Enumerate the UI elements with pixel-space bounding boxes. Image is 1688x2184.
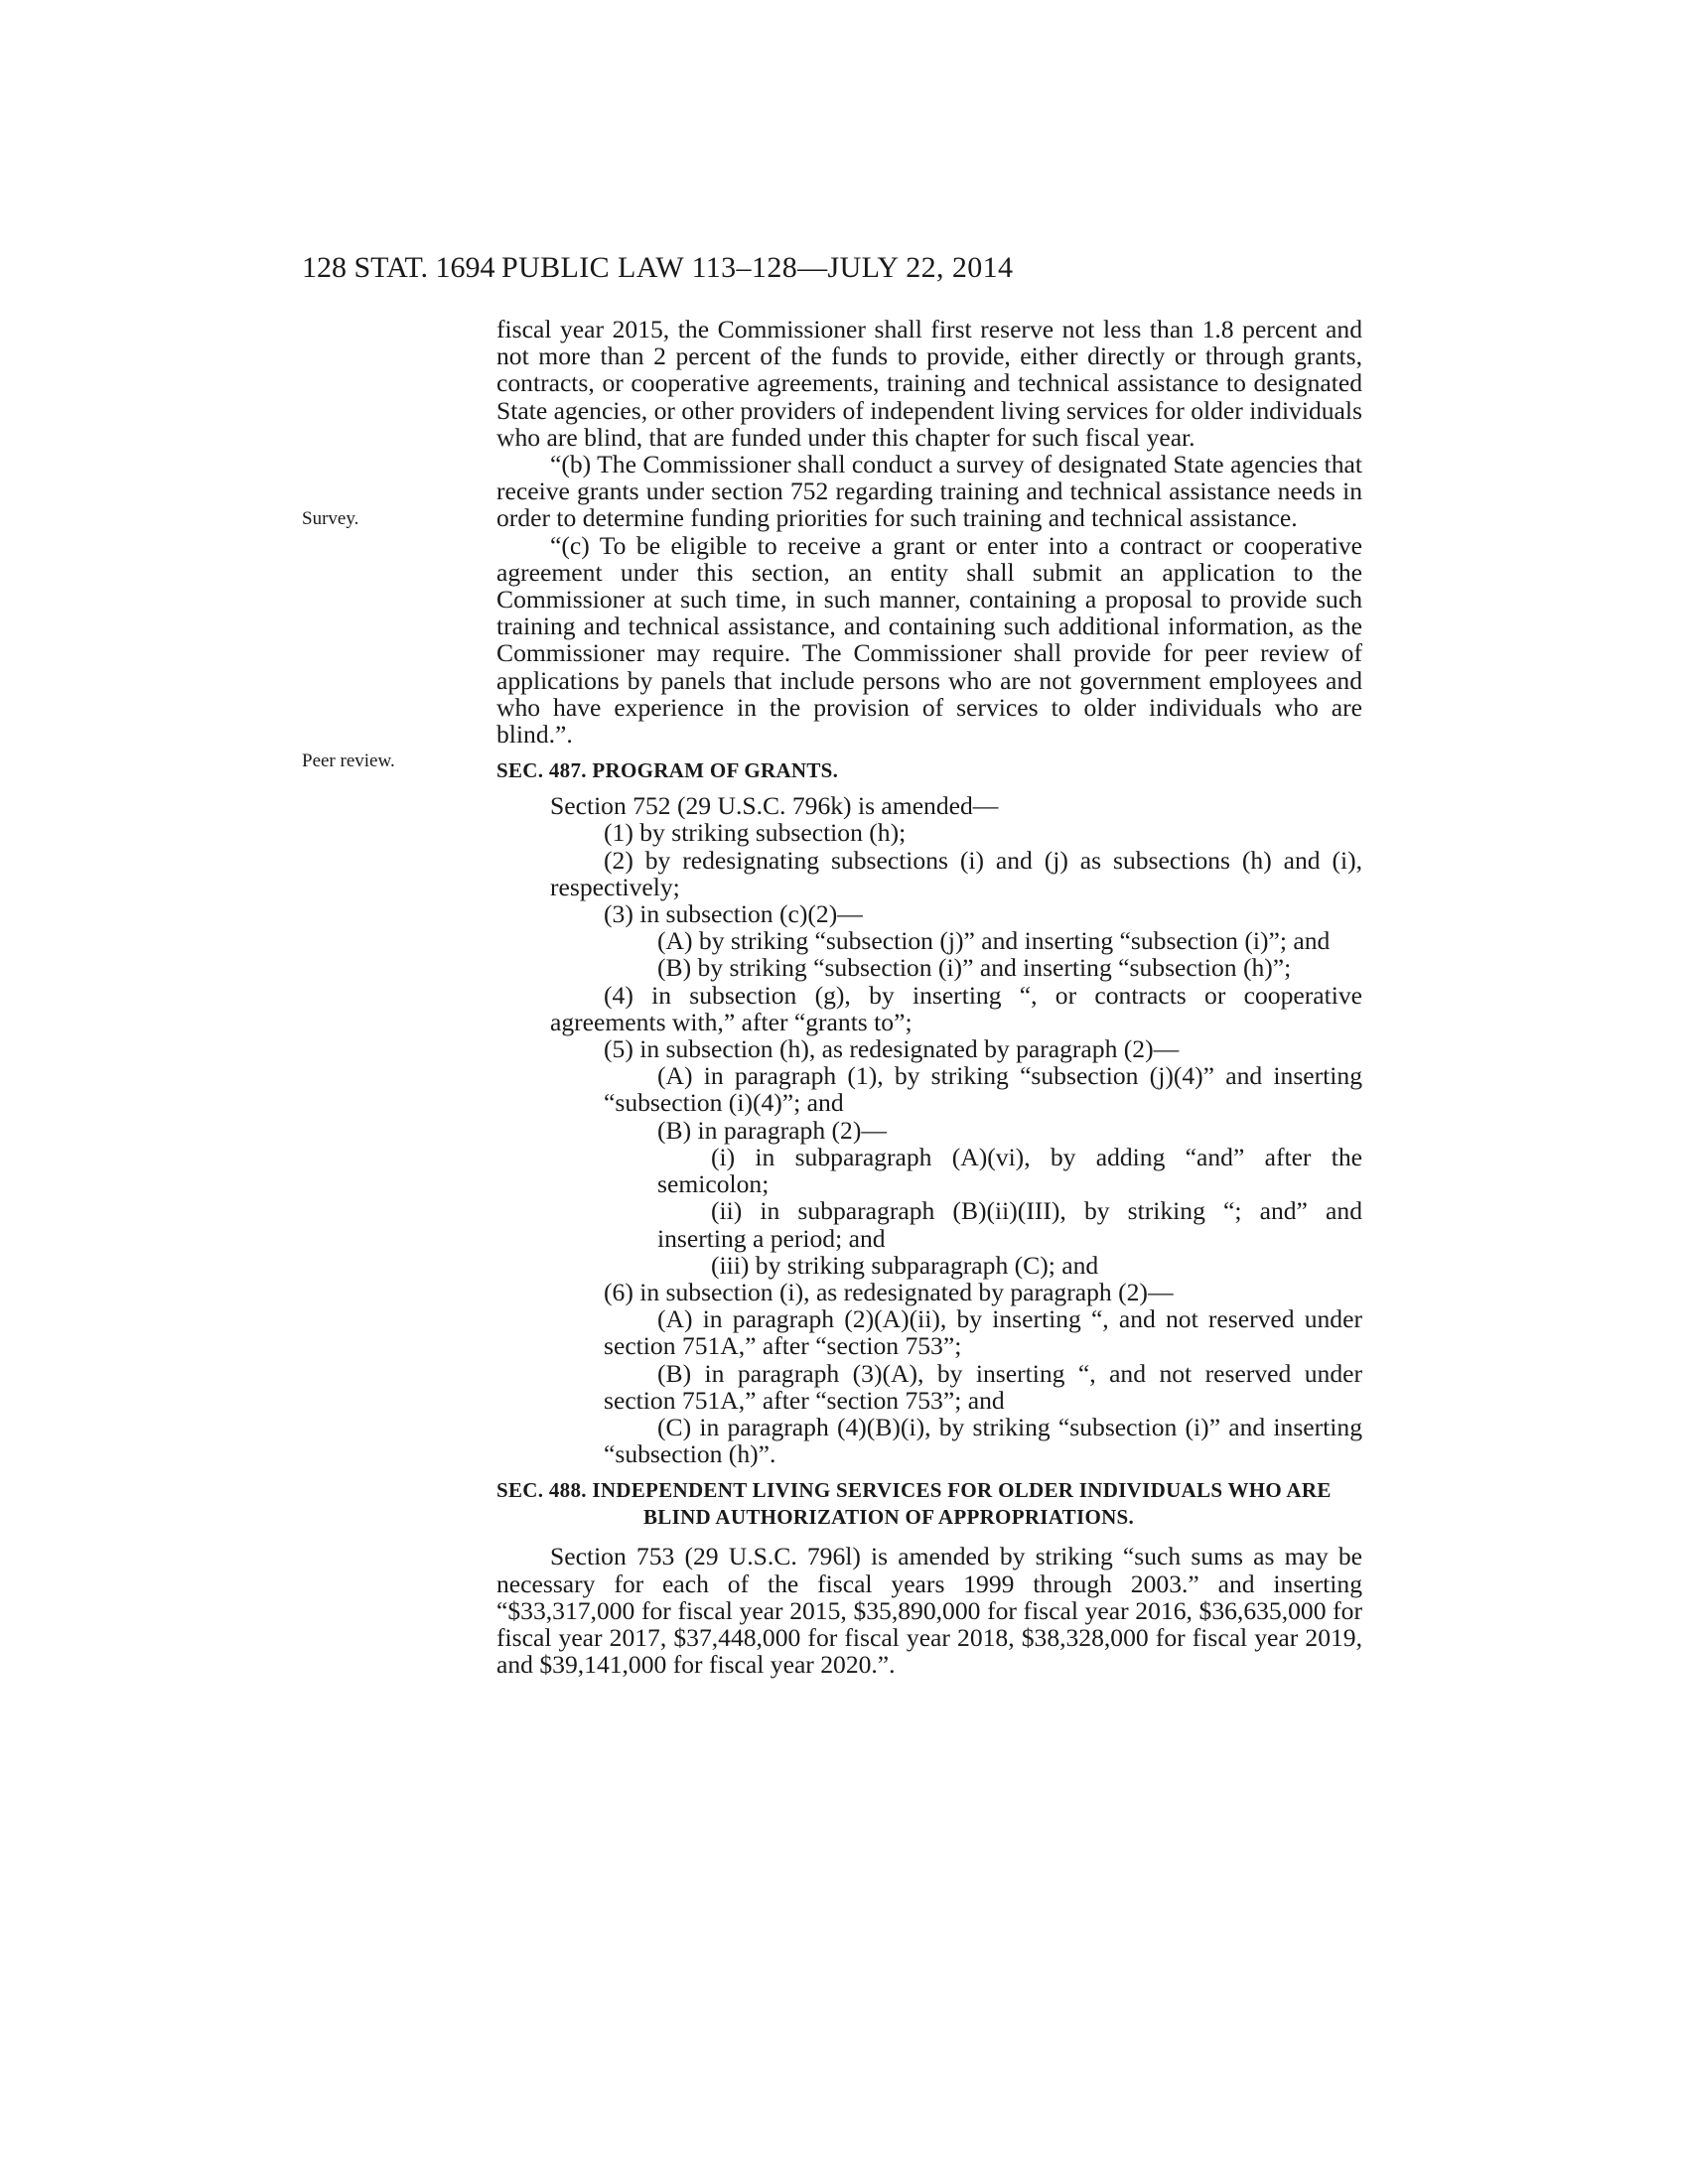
statute-text — [496, 316, 1362, 1678]
list-item: (A) by striking “subsection (j)” and inserting “subsection (i)”; and — [657, 926, 1331, 956]
section-487-intro: Section 752 (29 U.S.C. 796k) is amended— — [550, 791, 999, 821]
list-item: (A) in paragraph (1), by striking “subsection (j)(4)” and inserting “subsection (i)(4)”; and — [604, 1061, 1362, 1118]
list-item: (6) in subsection (i), as redesignated by paragraph (2)— — [604, 1277, 1174, 1306]
list-item: (C) in paragraph (4)(B)(i), by striking “subsection (i)” and inserting “subsection (h)”. — [604, 1412, 1362, 1469]
list-item: (4) in subsection (g), by inserting “, or contracts or cooperative agreements with,” after “grants to”; — [550, 980, 1362, 1036]
list-item: (2) by redesignating subsections (i) and (j) as subsections (h) and (i), respectively; — [550, 845, 1362, 901]
list-item: (5) in subsection (h), as redesignated by paragraph (2)— — [604, 1034, 1180, 1064]
list-item: (i) in subparagraph (A)(vi), by adding “and” after the semicolon; — [657, 1142, 1362, 1199]
sidenote-survey: Survey. — [302, 508, 359, 529]
list-item: (ii) in subparagraph (B)(ii)(III), by striking “; and” and inserting a period; and — [657, 1196, 1362, 1253]
list-item: (B) in paragraph (3)(A), by inserting “, and not reserved under section 751A,” after “section 753”; and — [604, 1358, 1362, 1415]
list-item: (A) in paragraph (2)(A)(ii), by inserting “, and not reserved under section 751A,” after “section 753”; — [604, 1304, 1362, 1361]
list-item: (B) in paragraph (2)— — [657, 1115, 887, 1145]
list-item: (iii) by striking subparagraph (C); and — [711, 1250, 1099, 1280]
statute-page-number: 128 STAT. 1694 — [302, 251, 495, 284]
section-487-heading: SEC. 487. PROGRAM OF GRANTS. — [496, 758, 839, 783]
list-item: (3) in subsection (c)(2)— — [604, 899, 863, 929]
list-item: (B) by striking “subsection (i)” and inserting “subsection (h)”; — [657, 953, 1292, 983]
section-488-text: Section 753 (29 U.S.C. 796l) is amended by striking “such sums as may be necessary for each of the fiscal years 1999 through 2003.” and inserting “$33,317,000 for fiscal year 2015, $35,890,000 for fiscal year 2016, $36,635,000 for fiscal year 2017, $37,448,000 for fiscal year 2018, $38,328,000 for fiscal year 2019, and $39,141,000 for fiscal year 2020.”. — [496, 1542, 1362, 1680]
paragraph-continuation: fiscal year 2015, the Commissioner shall first reserve not less than 1.8 percent and not more than 2 percent of the funds to provide, either directly or through grants, contracts, or cooperative agreements, training and technical assistance to designated State agencies, or other providers of independent living services for older individuals who are blind, that are funded under this chapter for such fiscal year. — [496, 315, 1362, 452]
list-item: (1) by striking subsection (h); — [604, 818, 907, 848]
section-488-heading: SEC. 488. INDEPENDENT LIVING SERVICES FOR OLDER INDIVIDUALS WHO ARE BLIND AUTHORIZATION OF APPROPRIATIONS. — [496, 1478, 1332, 1530]
subsection-c: “(c) To be eligible to receive a grant or enter into a contract or cooperative agreement under this section, an entity shall submit an application to the Commissioner at such time, in such manner, containing a proposal to provide such training and technical assistance, and containing such additional information, as the Commissioner may require. The Commissioner shall provide for peer review of applications by panels that include persons who are not government employees and who have experience in the provision of services to older individuals who are blind.”. — [496, 530, 1362, 750]
public-law-title: PUBLIC LAW 113–128—JULY 22, 2014 — [501, 251, 1014, 284]
sidenote-peer-review: Peer review. — [302, 751, 395, 771]
subsection-b: “(b) The Commissioner shall conduct a survey of designated State agencies that receive grants under section 752 regarding training and technical assistance needs in order to determine funding priorities for such training and technical assistance. — [496, 450, 1362, 533]
page-header — [302, 248, 1362, 288]
